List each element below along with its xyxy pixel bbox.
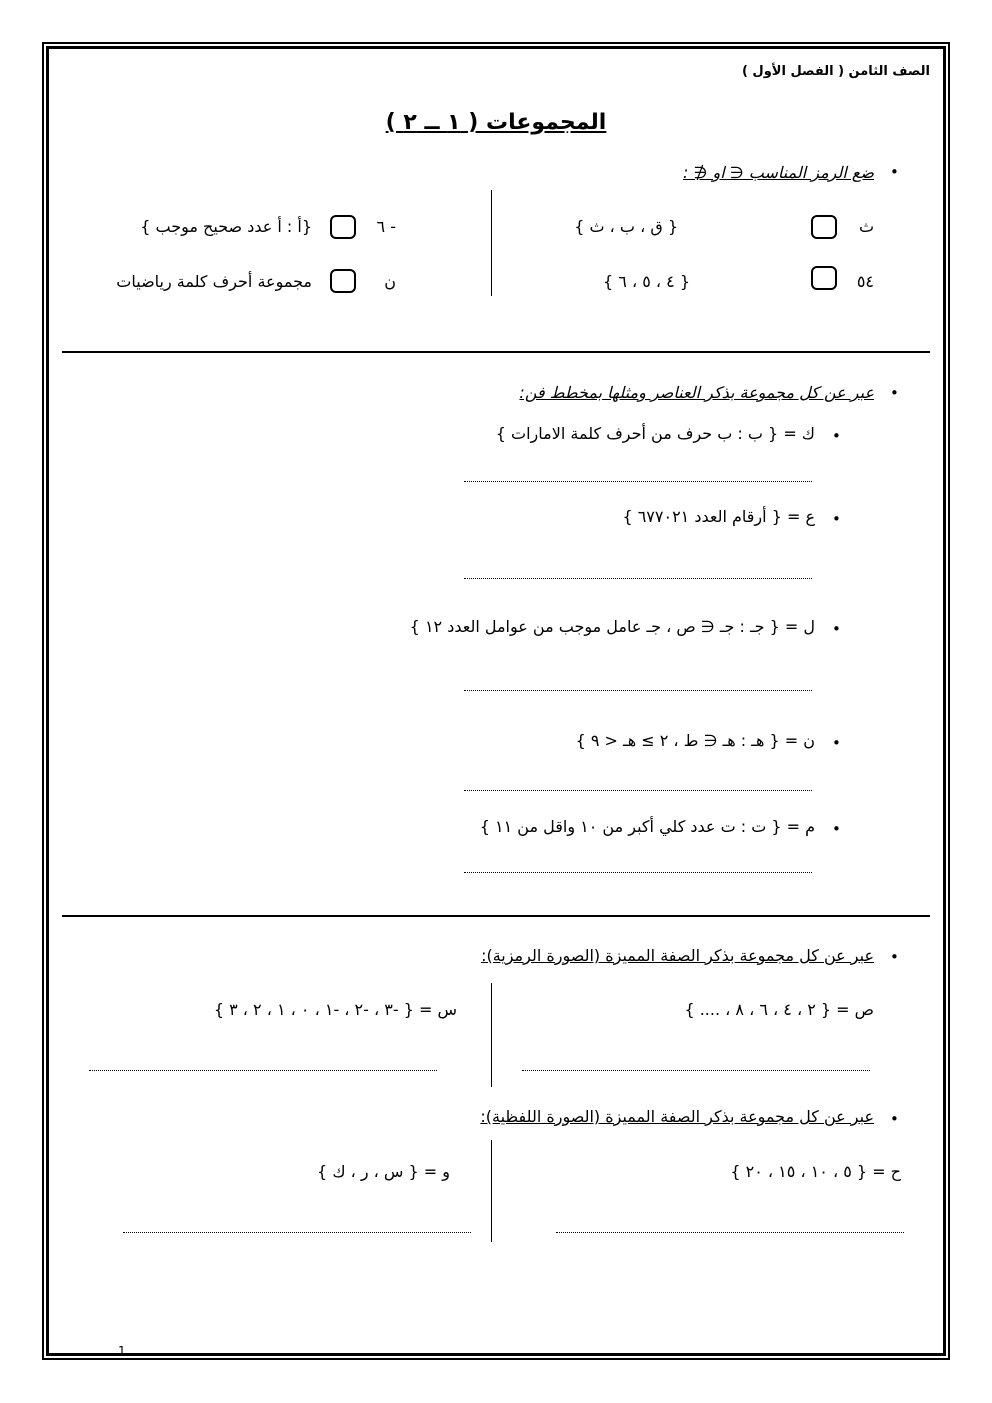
page-title: المجموعات ( ١ ــ ٢ ) xyxy=(385,110,607,135)
section3-question: عبر عن كل مجموعة بذكر الصفة المميزة (الصورة الرمزية): xyxy=(481,946,874,965)
answer-line[interactable] xyxy=(522,1070,870,1071)
section-separator xyxy=(62,915,930,917)
s2-set-k: ك = { ب : ب حرف من أحرف كلمة الامارات } xyxy=(495,424,815,443)
s1-item4-set: مجموعة أحرف كلمة رياضيات xyxy=(116,272,312,291)
answer-line[interactable] xyxy=(464,872,812,873)
bullet-icon: • xyxy=(890,384,899,402)
section4-divider xyxy=(491,1140,492,1242)
bullet-icon: • xyxy=(890,948,899,966)
section2-question: عبر عن كل مجموعة بذكر العناصر ومثلها بمخطط فن: xyxy=(519,383,874,402)
s1-item1-answer-box[interactable] xyxy=(811,215,837,239)
answer-line[interactable] xyxy=(556,1232,904,1233)
answer-line[interactable] xyxy=(464,578,812,579)
s1-item3-element: - ٦ xyxy=(376,217,396,236)
section3-divider xyxy=(491,983,492,1087)
s2-set-a: ع = { أرقام العدد ٦٧٧٠٢١ } xyxy=(622,507,815,526)
bullet-icon: • xyxy=(890,1110,899,1128)
s1-item2-answer-box[interactable] xyxy=(811,266,837,290)
s3-set-s: ص = { ٢ ، ٤ ، ٦ ، ٨ ، .... } xyxy=(684,1000,874,1019)
bullet-icon: • xyxy=(890,163,899,181)
answer-line[interactable] xyxy=(464,690,812,691)
answer-line[interactable] xyxy=(123,1232,471,1233)
s1-item2-set: { ٤ ، ٥ ، ٦ } xyxy=(603,272,690,291)
s3-set-seen: س = { -٣ ، -٢ ، -١ ، ٠ ، ١ ، ٢ ، ٣ } xyxy=(213,1000,457,1019)
s1-item3-set: {أ : أ عدد صحيح موجب } xyxy=(140,217,312,236)
section1-question: ضع الرمز المناسب ∈ او ∉ : xyxy=(683,163,874,182)
bullet-icon: • xyxy=(832,820,841,838)
bullet-icon: • xyxy=(832,510,841,528)
answer-line[interactable] xyxy=(464,481,812,482)
s2-set-n: ن = { هـ : هـ ∈ ط ، ٢ ≥ هـ < ٩ } xyxy=(575,731,815,750)
bullet-icon: • xyxy=(832,620,841,638)
s2-set-l: ل = { جـ : جـ ∈ ص ، جـ عامل موجب من عوامل العدد ١٢ } xyxy=(409,617,815,636)
s1-item4-answer-box[interactable] xyxy=(330,269,356,293)
header-grade: الصف الثامن ( الفصل الأول ) xyxy=(741,64,930,79)
s1-item3-answer-box[interactable] xyxy=(330,215,356,239)
section1-divider xyxy=(491,190,492,296)
section4-question: عبر عن كل مجموعة بذكر الصفة المميزة (الصورة اللفظية): xyxy=(480,1107,874,1126)
answer-line[interactable] xyxy=(464,790,812,791)
page-border-inner xyxy=(48,48,944,1354)
s4-set-h: ح = { ٥ ، ١٠ ، ١٥ ، ٢٠ } xyxy=(730,1162,901,1181)
s4-set-w: و = { س ، ر ، ك } xyxy=(317,1162,450,1181)
bullet-icon: • xyxy=(832,427,841,445)
bullet-icon: • xyxy=(832,734,841,752)
s2-set-m: م = { ت : ت عدد كلي أكبر من ١٠ واقل من ١١ } xyxy=(479,817,815,836)
s1-item1-set: { ق ، ب ، ث } xyxy=(574,217,678,236)
answer-line[interactable] xyxy=(89,1070,437,1071)
s1-item1-element: ث xyxy=(858,217,874,236)
s1-item4-element: ن xyxy=(384,272,396,291)
s1-item2-element: ٥٤ xyxy=(856,272,874,291)
page-number: 1 xyxy=(118,1344,126,1358)
section-separator xyxy=(62,351,930,353)
